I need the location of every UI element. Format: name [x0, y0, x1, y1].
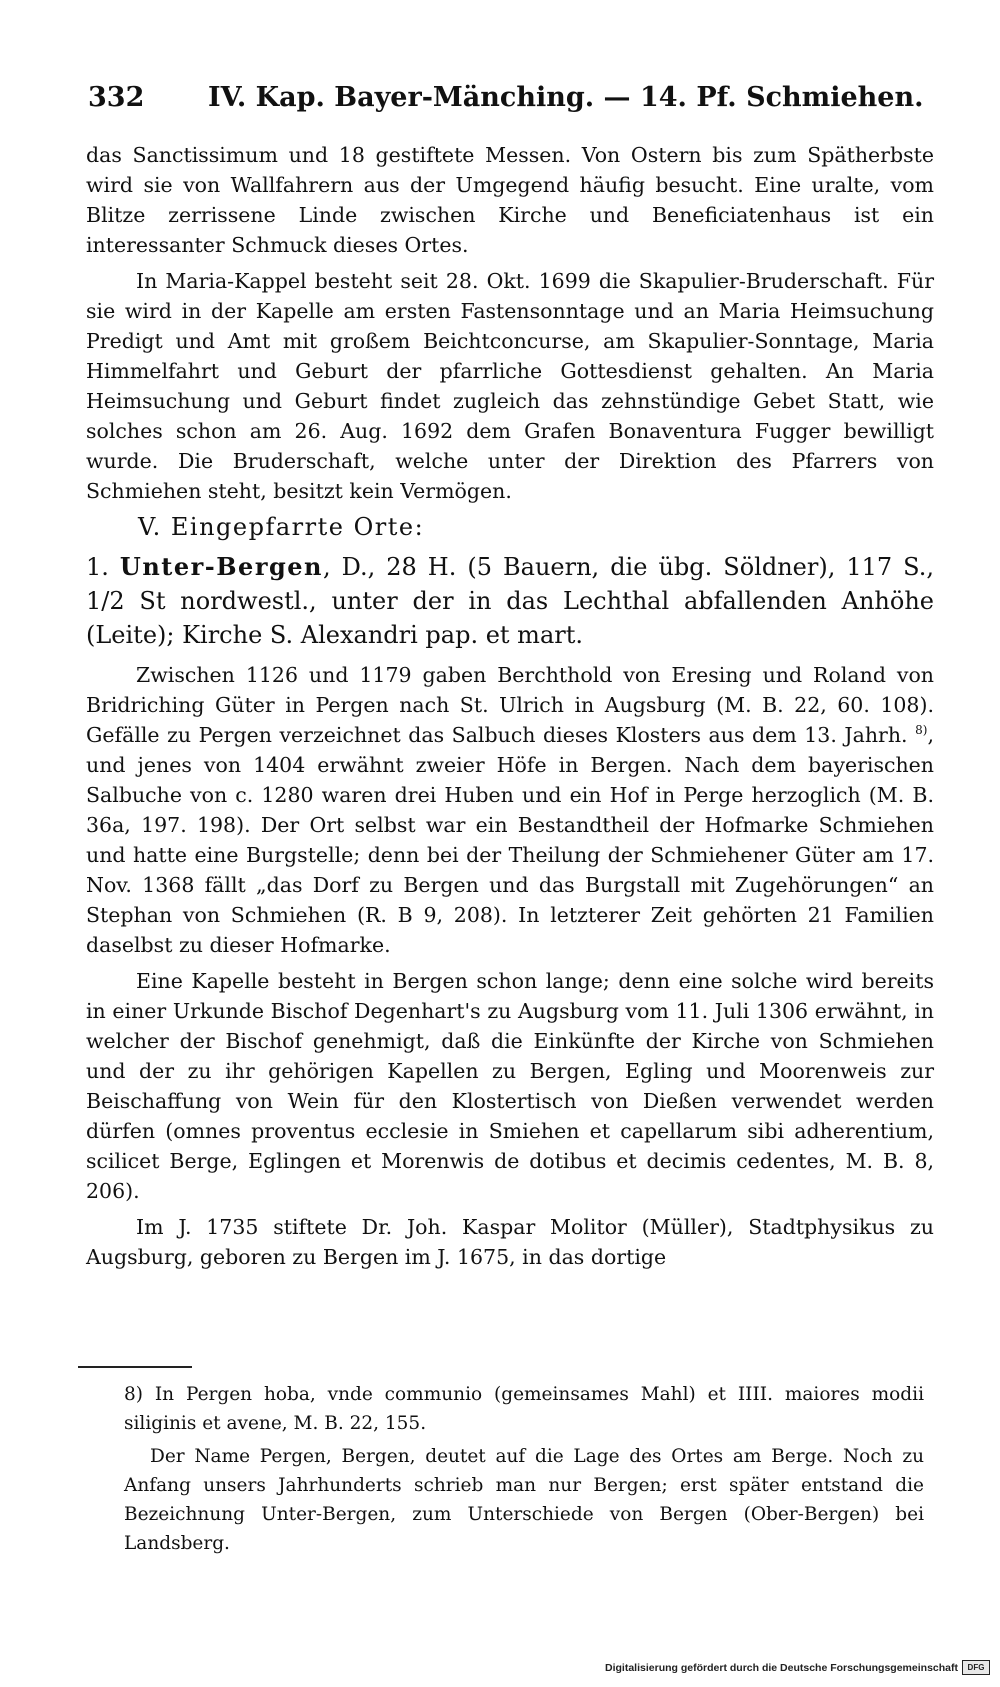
paragraph-history	[86, 660, 934, 960]
paragraph-kapelle: Eine Kapelle besteht in Bergen schon lange; denn eine solche wird bereits in einer Urkunde Bischof Degenhart's zu Augsburg vom 11. Juli 1306 erwähnt, in welcher der Bischof genehmigt, daß die Einkünfte der Kirche von Schmiehen und der zu ihr gehörigen Kapellen zu Bergen, Egling und Moorenweis zur Beischaffung von Wein für den Klostertisch von Dießen verwendet werden dürfen (omnes proventus ecclesie in Smiehen et capellarum sibi adherentium, scilicet Berge, Eglingen et Morenwis de dotibus et decimis cedentes, M. B. 8, 206).	[86, 969, 934, 1203]
footnote-rule	[78, 1366, 192, 1368]
main-text	[86, 140, 934, 1278]
entry-place-name: Unter-Bergen	[119, 552, 323, 581]
paragraph-molitor: Im J. 1735 stiftete Dr. Joh. Kaspar Molitor (Müller), Stadtphysikus zu Augsburg, geboren zu Bergen im J. 1675, in das dortige	[86, 1215, 934, 1269]
entry-description: , D., 28 H. (5 Bauern, die übg. Söldner), 117 S., 1/2 St nordwestl., unter der in das Lechthal abfallenden Anhöhe (Leite); Kirche S. Alexandri pap. et mart.	[86, 553, 934, 649]
footnote-reference: 8)	[915, 723, 928, 738]
digitization-imprint	[605, 1660, 990, 1675]
footnote-8	[124, 1380, 924, 1438]
footnotes	[124, 1380, 924, 1562]
history-text-after-note: , und jenes von 1404 erwähnt zweier Höfe in Bergen. Nach dem bayerischen Salbuche von c. 1280 waren drei Huben und ein Hof in Perge herzoglich (M. B. 36a, 197. 198). Der Ort selbst war ein Bestandtheil der Hofmarke Schmiehen und hatte eine Burgstelle; denn bei der Theilung der Schmiehener Güter am 17. Nov. 1368 fällt „das Dorf zu Bergen und das Burgstall mit Zugehörungen“ an Stephan von Schmiehen (R. B 9, 208). In letzterer Zeit gehörten 21 Familien daselbst zu dieser Hofmarke.	[86, 723, 934, 957]
running-head: IV. Kap. Bayer-Mänching. — 14. Pf. Schmiehen.	[208, 82, 924, 113]
section-heading: V. Eingepfarrte Orte:	[138, 513, 425, 541]
imprint-text: Digitalisierung gefördert durch die Deutsche Forschungsgemeinschaft	[605, 1661, 958, 1674]
history-text-before-note: Zwischen 1126 und 1179 gaben Berchthold von Eresing und Roland von Bridriching Güter in Pergen nach St. Ulrich in Augsburg (M. B. 22, 60. 108). Gefälle zu Pergen verzeichnet das Salbuch dieses Klosters aus dem 13. Jahrh.	[86, 663, 934, 747]
paragraph-sanctissimum: das Sanctissimum und 18 gestiftete Messen. Von Ostern bis zum Spätherbste wird sie von Wallfahrern aus der Umgegend häufig besucht. Eine uralte, vom Blitze zerrissene Linde zwischen Kirche und Beneficiatenhaus ist ein interessanter Schmuck dieses Ortes.	[86, 143, 934, 257]
page-number: 332	[88, 82, 145, 113]
dfg-logo-icon: DFG	[962, 1660, 990, 1675]
page-header	[88, 82, 930, 122]
footnote-8-text: In Pergen hoba, vnde communio (gemeinsames Mahl) et IIII. maiores modii siliginis et avene, M. B. 22, 155.	[124, 1384, 924, 1434]
footnote-name-note: Der Name Pergen, Bergen, deutet auf die Lage des Ortes am Berge. Noch zu Anfang unsers Jahrhunderts schrieb man nur Bergen; erst später entstand die Bezeichnung Unter-Bergen, zum Unterschiede von Bergen (Ober-Bergen) bei Landsberg.	[124, 1446, 924, 1554]
entry-unter-bergen	[86, 550, 934, 652]
entry-number: 1.	[86, 553, 109, 581]
footnote-marker: 8)	[124, 1384, 143, 1405]
paragraph-skapulier-bruderschaft: In Maria-Kappel besteht seit 28. Okt. 1699 die Skapulier-Bruderschaft. Für sie wird in der Kapelle am ersten Fastensonntage und an Maria Heimsuchung Predigt und Amt mit großem Beichtconcurse, am Skapulier-Sonntage, Maria Himmelfahrt und Geburt der pfarrliche Gottesdienst gehalten. An Maria Heimsuchung und Geburt findet zugleich das zehnstündige Gebet Statt, wie solches schon am 26. Aug. 1692 dem Grafen Bonaventura Fugger bewilligt wurde. Die Bruderschaft, welche unter der Direktion des Pfarrers von Schmiehen steht, besitzt kein Vermögen.	[86, 269, 934, 503]
